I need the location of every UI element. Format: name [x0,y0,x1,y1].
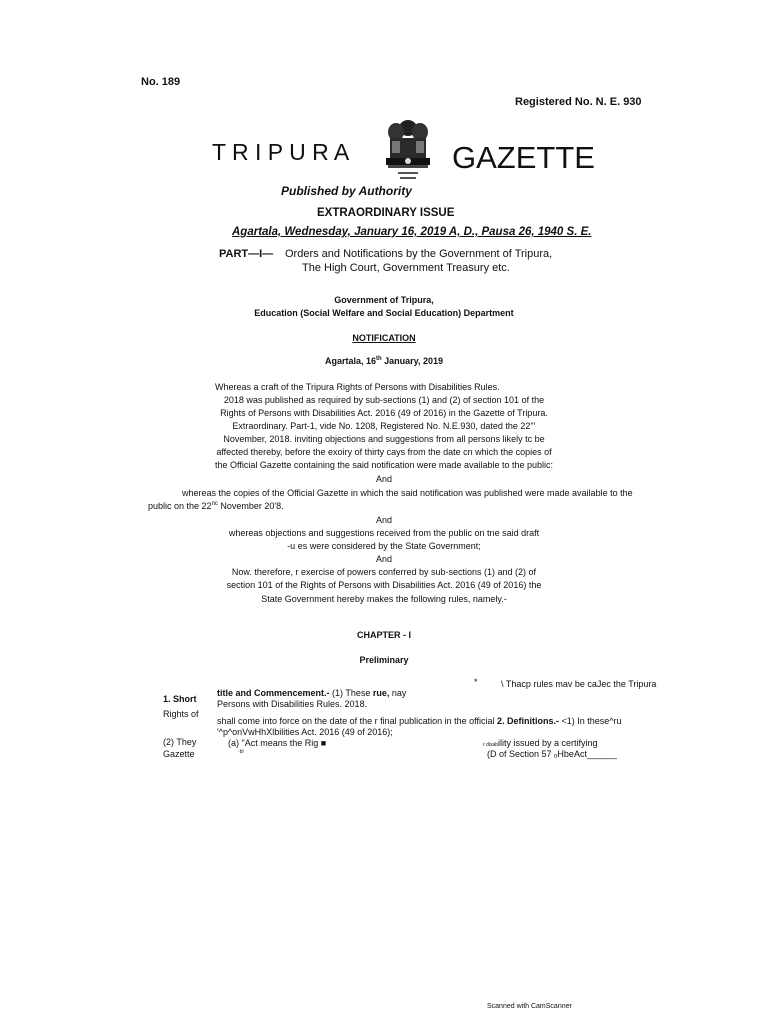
department-line: Education (Social Welfare and Social Education) Department [254,308,514,318]
issue-date-line: Agartala, Wednesday, January 16, 2019 A, D., Pausa 26, 1940 S. E. [232,226,592,238]
paragraph-1-line-5: November, 2018. inviting objections and suggestions from all persons likely tc be [223,434,545,444]
chapter-subtitle: Preliminary [359,655,409,665]
paragraph-1-line-7: the Official Gazette containing the said notification were made available to the public: [214,460,554,470]
paragraph-2-line-2: public on the $22^{nc}$ November 20'8. [148,501,284,511]
and-separator-1: And [375,474,392,484]
asterisk-mark: * [474,677,478,687]
disability-line: r disability issued by a certifying [483,738,598,748]
act-reference-line: '^p^onVwHhXlbilities Act. 2016 (49 of 2016); [217,727,393,737]
paragraph-4-line-3: State Government hereby makes the following rules, namely.- [261,594,507,604]
paragraph-2-line-1: whereas the copies of the Official Gazette in which the said notification was published were made available to the [182,488,633,498]
gazette-number: No. 189 [141,76,181,88]
act-means-line: (a) "Act means the Rig ■ [228,738,327,748]
shall-come-into-force-line: shall come into force on the date of the r final publication in the official 2. Definitions.- <1) In these^ru [217,716,622,726]
chapter-title: CHAPTER - I [357,630,411,640]
part-label: PART—I— [219,248,274,260]
gazette-label: Gazette [163,749,195,759]
title-tripura: T R I P U R A [212,139,350,165]
scanned-watermark: Scanned with CamScanner [487,1003,572,1010]
state-emblem-icon [376,114,440,186]
tiny-mark: ·bl [238,749,244,755]
paragraph-3-line-1: whereas objections and suggestions received from the public on tne said draft [228,528,540,538]
extraordinary-issue: EXTRAORDINARY ISSUE [317,207,455,219]
paragraph-3-line-2: -u es were considered by the State Government; [287,541,481,551]
paragraph-4-line-1: Now. therefore, r exercise of powers conferred by sub-sections (1) and (2) of [231,567,537,577]
notification-date: Agartala, 16th January, 2019 [324,356,444,366]
government-line: Government of Tripura, [334,295,434,305]
registered-number: Registered No. N. E. 930 [515,96,642,108]
part-description-line-2: The High Court, Government Treasury etc. [302,262,510,274]
short-label: 1. Short [163,694,197,704]
rules-right-fragment: \ Thacp rules mav be caJec the Tripura [501,679,657,689]
rights-of-label: Rights of [163,709,199,719]
published-by-authority: Published by Authority [281,184,412,198]
title-gazette: GAZETTE [452,140,595,175]
paragraph-4-line-2: section 101 of the Rights of Persons with Disabilities Act. 2016 (49 of 2016) the [226,580,542,590]
paragraph-1-line-2: 2018 was published as required by sub-sections (1) and (2) of section 101 of the [223,395,545,405]
paragraph-1-line-6: affected thereby, before the exoiry of thirty cays from the date cn which the copies of [216,447,552,457]
notification-heading: NOTIFICATION [352,333,416,343]
paragraph-1-line-1: Whereas a craft of the Tripura Rights of Persons with Disabilities Rules. [215,382,500,392]
section-57-line: (D of Section 57 ₒHbeAct______ [487,749,617,759]
part-description-line-1: Orders and Notifications by the Government of Tripura, [285,248,553,260]
and-separator-2: And [375,515,392,525]
paragraph-1-line-3: Rights of Persons with Disabilities Act. 2016 (49 of 2016) in the Gazette of Tripura. [220,408,548,418]
and-separator-3: And [375,554,392,564]
persons-rules-line: Persons with Disabilities Rules. 2018. [217,699,368,709]
title-commencement-line: title and Commencement.- (1) These rue, nay [217,688,407,698]
they-label: (2) They [163,737,197,747]
paragraph-1-line-4: Extraordinary. Part-1, vide No. 1208, Registered No. N.E.930, dated the 22"’ [232,421,536,431]
